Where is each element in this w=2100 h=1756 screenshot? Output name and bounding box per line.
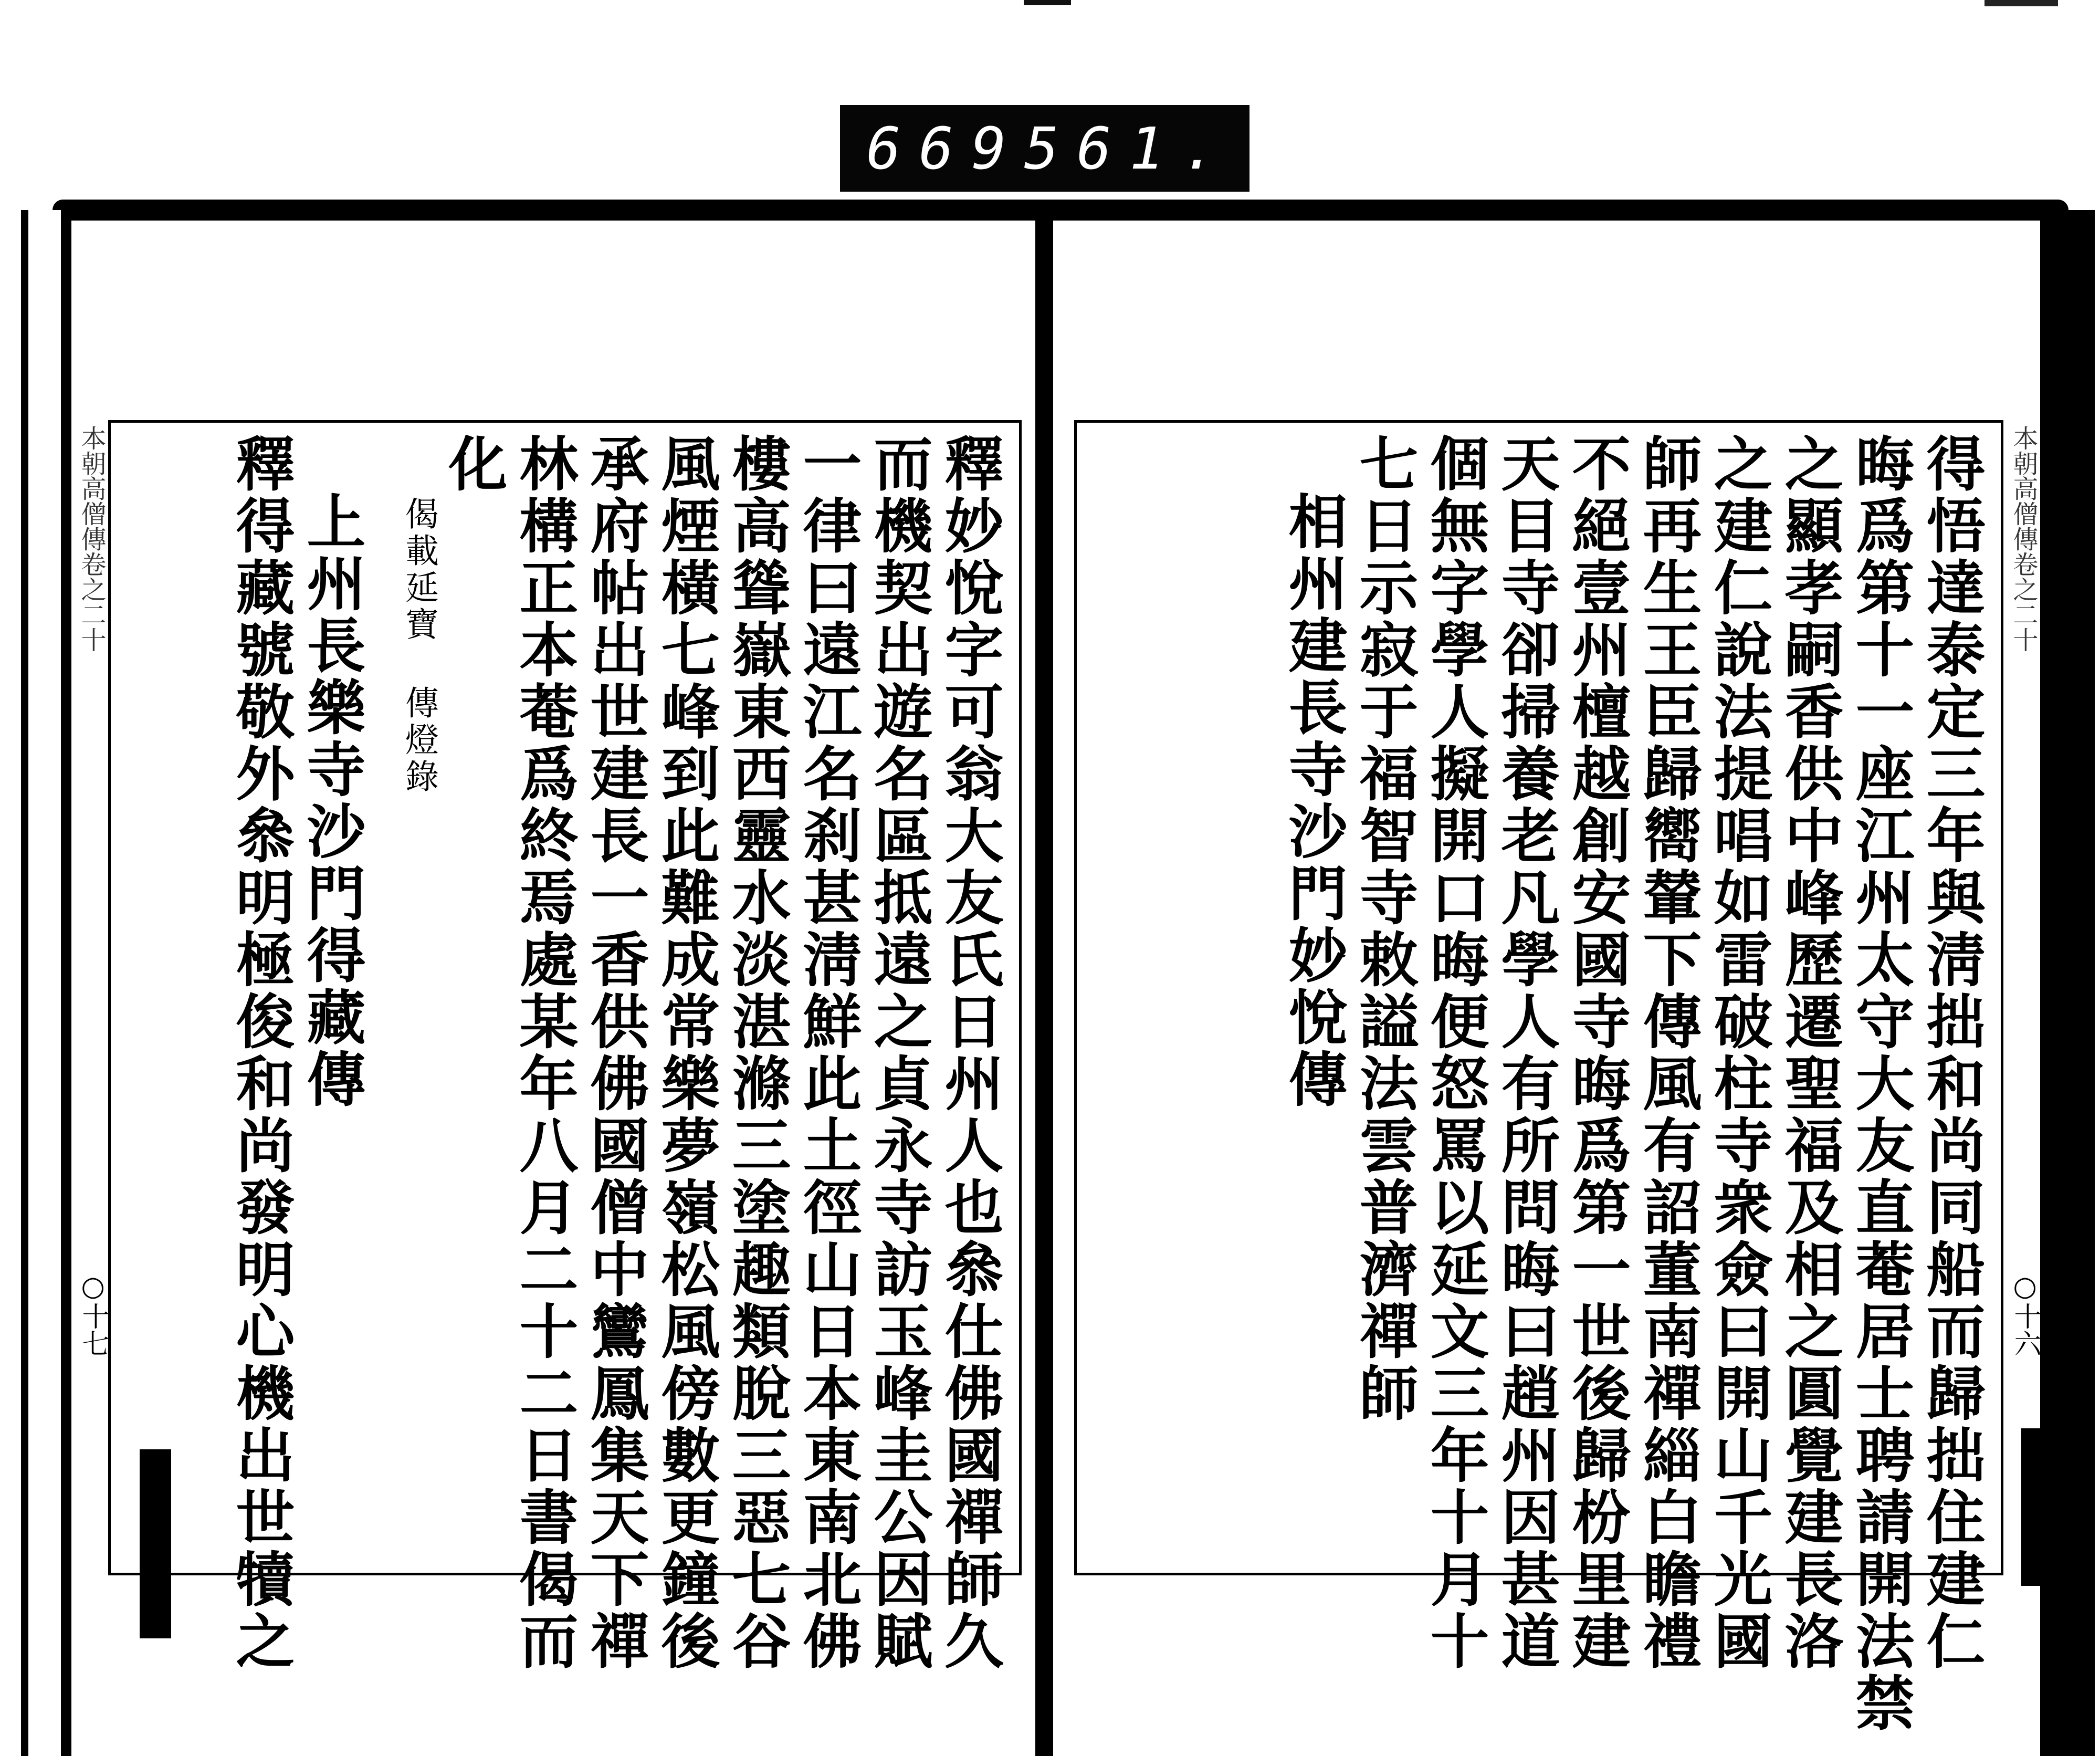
open-book [21, 200, 2100, 1756]
book-top-edge [52, 200, 2068, 221]
left-page-columns [224, 433, 1004, 1673]
binding-shadow [140, 1449, 171, 1638]
right-page-text-frame [1074, 420, 2003, 1734]
biography-heading: 相州建長寺沙門妙悅傳 [1279, 491, 1348, 1111]
film-edge-mark [1024, 0, 1071, 5]
microfilm-frame-number-plate [840, 105, 1250, 192]
text-column: 得悟達泰定三年與淸拙和尚同船而歸拙住建仁 [1917, 433, 1986, 1673]
text-column: 師再生王臣歸嚮輦下傳風有詔董南禪緇白瞻禮 [1633, 433, 1702, 1673]
biography-heading: 上州長樂寺沙門得藏傳 [297, 491, 366, 1111]
film-edge-mark [1984, 0, 2058, 6]
text-column: 之建仁說法提唱如雷破柱寺衆僉曰開山千光國 [1704, 433, 1773, 1673]
frame-number-right: 561. [1024, 114, 1235, 182]
text-column: 化 [439, 433, 508, 495]
text-column: 樓高聳嶽東西靈水淡湛滌三塗趣類脫三惡七谷 [722, 433, 791, 1673]
left-page-block-title: 本朝高僧傳卷之二十 [77, 425, 106, 652]
note-line: 傳燈錄 [400, 685, 438, 796]
right-page-folio: ○十六 [2009, 1271, 2041, 1357]
text-column: 之顯孝嗣香供中峰歷遷聖福及相之圓覺建長洛 [1775, 433, 1844, 1673]
text-column: 而機契出遊名區抵遠之貞永寺訪玉峰圭公因賦 [864, 433, 933, 1673]
left-page-text-frame [108, 420, 1022, 1673]
text-column: 不絕壹州檀越創安國寺晦爲第一世後歸枌里建 [1562, 433, 1631, 1673]
note-line: 偈載延寶 [400, 496, 438, 643]
text-column: 承府帖出世建長一香供佛國僧中鸞鳳集天下禪 [581, 433, 649, 1673]
interlinear-note [365, 433, 436, 1562]
right-page-block-title: 本朝高僧傳卷之二十 [2009, 425, 2038, 652]
left-page [68, 221, 1038, 1756]
left-page-folio: ○十七 [77, 1271, 109, 1357]
right-page-columns [1276, 433, 1986, 1734]
book-left-edge [21, 210, 68, 1756]
text-column: 七日示寂于福智寺敕謚法雲普濟禪師 [1350, 433, 1419, 1425]
text-column: 釋得藏號敬外叅明極俊和尚發明心機出世犢之 [226, 433, 295, 1673]
book-spine [1037, 200, 1051, 1756]
left-page-margin-strip [71, 420, 109, 1575]
text-column: 一律曰遠江名刹甚淸鮮此土徑山日本東南北佛 [793, 433, 862, 1673]
text-column: 林構正本菴爲終焉處某年八月二十二日書偈而 [510, 433, 579, 1673]
text-column: 晦爲第十一座江州太守大友直菴居士聘請開法禁 [1846, 433, 1915, 1734]
text-column: 風煙橫七峰到此難成常樂夢嶺松風傍數更鐘後 [652, 433, 720, 1673]
text-column: 天目寺卻掃養老凡學人有所問晦曰趙州因甚道 [1492, 433, 1560, 1673]
frame-number-left: 669 [866, 114, 1024, 182]
right-page-margin-strip [2003, 420, 2041, 1575]
text-column: 個無字學人擬開口晦便怒罵以延文三年十月十 [1421, 433, 1489, 1673]
text-column: 釋妙悅字可翁大友氏日州人也叅仕佛國禪師久 [935, 433, 1004, 1673]
right-page [1050, 221, 2043, 1756]
binding-shadow [2021, 1428, 2068, 1586]
